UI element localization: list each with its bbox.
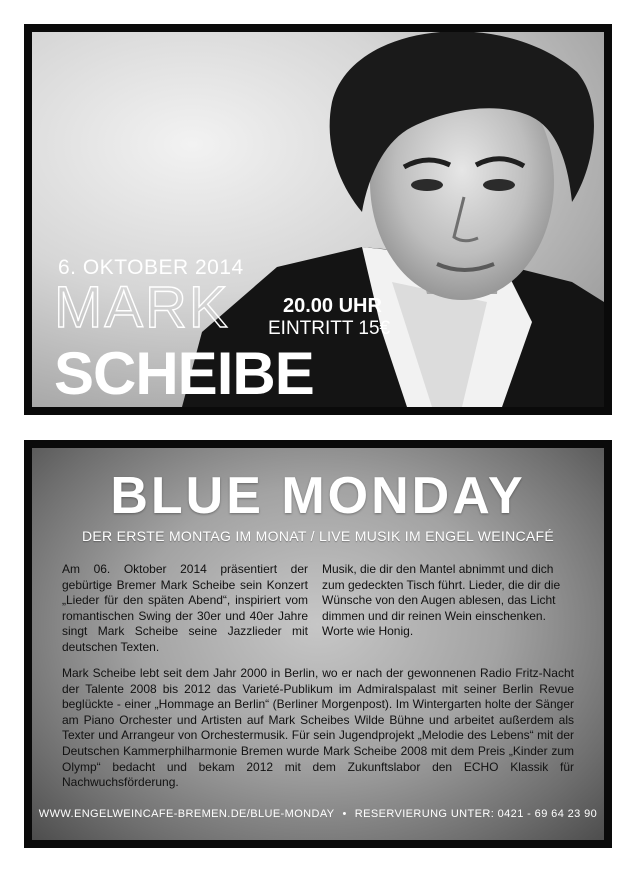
series-title: BLUE MONDAY bbox=[110, 467, 526, 525]
intro-paragraph-left: Am 06. Oktober 2014 präsentiert der gebürtige Bremer Mark Scheibe sein Konzert „Lieder für den späten Abend“, inspiriert vom romantischen Swing der 30er und 40er Jahre singt Mark Scheibe seine Jazzlieder mit deutschen Texten. bbox=[62, 562, 308, 654]
intro-paragraph-right: Musik, die dir den Mantel abnimmt und dich zum gedeckten Tisch führt. Lieder, die dir die Wünsche von den Augen ablesen, das Licht dimmen und dir reinen Wein einschenken. Worte wie Honig. bbox=[322, 562, 561, 639]
event-time: 20.00 UHR bbox=[283, 295, 382, 317]
bottom-info-panel bbox=[24, 440, 612, 848]
bio-paragraph: Mark Scheibe lebt seit dem Jahr 2000 in Berlin, wo er nach der gewonnenen Radio Fritz-Nacht der Talente 2008 bis 2012 das Varieté-Publikum im Admiralspalast mit seiner Berlin Revue beglückte - einer „Hommage an Berlin“ (Berliner Morgenpost). Im Wintergarten holte der Sänger am Piano Orchester und Artisten auf Mark Scheibes Wilde Bühne und arbeitet außerdem als Texter und Arrangeur von Orchestermusik. Für sein Jugendprojekt „Melodie des Lebens“ mit der Deutschen Kammerphilharmonie Bremen wurde Mark Scheibe 2008 mit dem Preis „Kinder zum Olymp“ bedacht und bekam 2012 mit dem Zukunftslabor den ECHO Klassik für Nachwuchsförderung. bbox=[62, 666, 574, 790]
reservation-phone: RESERVIERUNG UNTER: 0421 - 69 64 23 90 bbox=[354, 808, 598, 820]
info-background bbox=[32, 448, 604, 840]
top-poster-panel bbox=[24, 24, 612, 415]
series-subtitle: DER ERSTE MONTAG IM MONAT / LIVE MUSIK IM ENGEL WEINCAFÉ bbox=[81, 528, 555, 544]
event-admission: EINTRITT 15€ bbox=[268, 318, 391, 339]
footer-separator: • bbox=[342, 808, 347, 820]
artist-first-name: MARK bbox=[54, 275, 230, 340]
artist-last-name: SCHEIBE bbox=[54, 340, 314, 407]
website-link[interactable]: WWW.ENGELWEINCAFE-BREMEN.DE/BLUE-MONDAY bbox=[38, 808, 335, 820]
event-date: 6. OKTOBER 2014 bbox=[58, 256, 244, 279]
footer bbox=[32, 808, 604, 820]
